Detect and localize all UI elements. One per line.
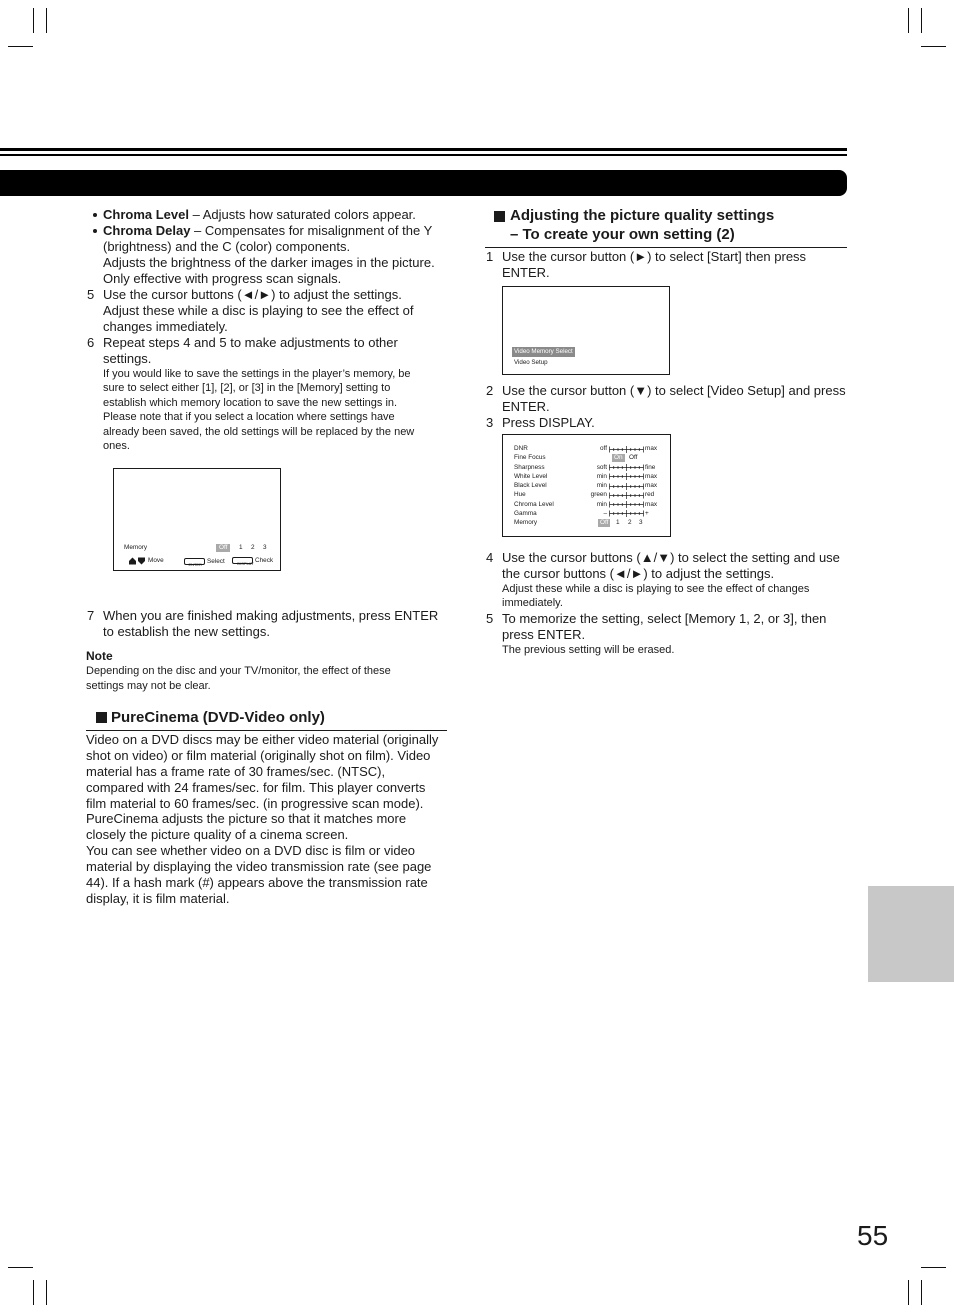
- crop-mark: [921, 8, 922, 33]
- section-title-line-1: Adjusting the picture quality settings: [510, 207, 775, 224]
- step-number: 6: [87, 335, 95, 350]
- picture-quality-heading: [485, 206, 847, 248]
- crop-mark: [46, 8, 47, 33]
- step-text: [502, 415, 847, 431]
- paragraph-line: display, it is film material.: [86, 890, 230, 906]
- crop-mark: [8, 46, 33, 47]
- step-detail: [502, 643, 847, 657]
- fine-focus-option: On: [614, 454, 623, 462]
- step-detail-line: sure to select either [1], [2], or [3] in the [Memory] setting to: [103, 382, 391, 395]
- section-title: PureCinema (DVD-Video only): [111, 709, 325, 726]
- gamma-label: Gamma: [514, 509, 537, 517]
- step-text: [103, 335, 448, 367]
- sharpness-min-label: soft: [596, 463, 607, 471]
- section-title-line-2: – To create your own setting (2): [510, 226, 735, 243]
- note-title: Note: [86, 649, 113, 663]
- step-7: [86, 608, 448, 640]
- crop-mark: [908, 1280, 909, 1305]
- crop-mark: [33, 1280, 34, 1305]
- bullet-description: – Adjusts how saturated colors appear.: [188, 207, 416, 222]
- paragraph-line: film material to 60 frames/sec. (in progressive scan mode).: [86, 795, 424, 811]
- page-number: 55: [857, 1220, 889, 1251]
- step-text-line: Repeat steps 4 and 5 to make adjustments to other: [103, 335, 398, 350]
- side-thumb-tab: [868, 886, 954, 982]
- chroma-level-slider: [609, 501, 644, 508]
- step-text: [502, 550, 847, 582]
- step-number: 5: [486, 610, 494, 626]
- step-text: [103, 608, 448, 640]
- black-level-min-label: min: [596, 482, 607, 489]
- gamma-slider: [609, 510, 644, 517]
- black-level-max-label: max: [645, 482, 658, 489]
- step-detail-line: If you would like to save the settings in the player’s memory, be: [103, 368, 411, 380]
- menu-item-video-setup: Video Setup: [514, 359, 548, 366]
- step-2: [485, 383, 847, 415]
- bullet-item-chroma-delay: [86, 223, 448, 287]
- step-text-line: Use the cursor buttons (▲/▼) to select the setting and use: [502, 550, 840, 565]
- step-detail: [103, 367, 448, 453]
- paragraph-text: [86, 732, 448, 907]
- paragraph-line: shot on video) or film material (originally shot on film). Video: [86, 747, 431, 763]
- step-5-memorize: [485, 611, 847, 657]
- chroma-level-max-label: max: [645, 500, 658, 508]
- left-column-upper: [86, 207, 448, 453]
- fine-focus-label: Fine Focus: [514, 454, 546, 462]
- step-detail-line: ones.: [103, 439, 130, 452]
- step-text-line: Adjust these while a disc is playing to see the effect of: [103, 303, 414, 318]
- step-text-line: Press DISPLAY.: [502, 415, 595, 430]
- crop-mark: [8, 1267, 33, 1268]
- step-number: 5: [87, 287, 95, 302]
- memory-settings-screen: [113, 468, 281, 571]
- step-text-line: settings.: [103, 351, 152, 366]
- paragraph-line: material has a frame rate of 30 frames/sec. (NTSC),: [86, 763, 386, 779]
- white-level-max-label: max: [645, 472, 658, 480]
- step-text-line: ENTER.: [502, 399, 550, 414]
- bullet-continuation-line: Adjusts the brightness of the darker images in the picture.: [103, 255, 435, 270]
- section-header-bar: [0, 170, 847, 196]
- note-block: [86, 649, 448, 694]
- step-detail-line: Adjust these while a disc is playing to see the effect of changes: [502, 583, 810, 595]
- step-detail: [502, 582, 847, 611]
- dnr-slider: [609, 446, 644, 453]
- video-setup-screen: [502, 434, 671, 537]
- crop-mark: [908, 8, 909, 33]
- paragraph-line: compared with 24 frames/sec. for film. This player converts: [86, 779, 426, 795]
- bullet-line: [103, 223, 448, 239]
- dnr-label: DNR: [514, 445, 528, 452]
- step-text-line: changes immediately.: [103, 319, 228, 334]
- white-level-slider: [609, 473, 644, 480]
- memory-label: Memory: [124, 544, 148, 551]
- bullet-description: – Compensates for misalignment of the Y: [190, 223, 433, 238]
- memory-option: Off: [600, 519, 609, 526]
- up-down-cursor-icon: [128, 557, 146, 565]
- step-number: 4: [486, 550, 494, 565]
- paragraph-line: You can see whether video on a DVD disc is film or video: [86, 843, 416, 859]
- enter-key-label: ENTER: [188, 563, 202, 568]
- video-setup-rows: [503, 435, 670, 536]
- right-column-steps-2-3: [485, 383, 847, 431]
- note-text: [86, 664, 448, 694]
- step-1: [485, 249, 847, 281]
- step-detail-line: already been saved, the old settings will be replaced by the new: [103, 425, 415, 438]
- memory-label: Memory: [514, 519, 538, 526]
- step-6: [86, 335, 448, 453]
- note-line: Depending on the disc and your TV/monitor, the effect of these: [86, 665, 391, 677]
- select-hint-label: Select: [207, 558, 225, 565]
- hue-min-label: green: [590, 491, 607, 499]
- step-text-line: to establish the new settings.: [103, 624, 270, 639]
- sharpness-max-label: fine: [645, 463, 656, 471]
- bullet-continuation: [103, 239, 448, 287]
- crop-mark: [46, 1280, 47, 1305]
- dnr-max-label: max: [645, 445, 658, 452]
- sharpness-label: Sharpness: [514, 463, 545, 471]
- menu-item-video-memory-select: Video Memory Select: [514, 348, 573, 355]
- bullet-item-chroma-level: [86, 207, 448, 223]
- memory-option: 3: [263, 544, 267, 551]
- chroma-level-label: Chroma Level: [514, 500, 554, 508]
- crop-mark: [33, 8, 34, 33]
- memory-option: 2: [628, 519, 632, 526]
- hue-label: Hue: [514, 491, 526, 499]
- step-detail-line: Please note that if you select a location where settings have: [103, 411, 395, 424]
- white-level-label: White Level: [514, 472, 548, 480]
- hue-slider: [609, 492, 644, 499]
- crop-mark: [921, 46, 946, 47]
- bullet-term: Chroma Delay: [103, 223, 191, 238]
- bullet-term: Chroma Level: [103, 207, 189, 222]
- bullet-line: [103, 207, 448, 223]
- chroma-level-min-label: min: [596, 500, 607, 508]
- step-text: [502, 383, 847, 415]
- step-text-line: To memorize the setting, select [Memory 1, 2, or 3], then: [502, 610, 827, 626]
- square-bullet-icon: [96, 712, 107, 723]
- dnr-min-label: off: [600, 445, 607, 452]
- step-number: 1: [486, 249, 494, 264]
- gamma-max-label: +: [645, 509, 649, 517]
- memory-option: 2: [251, 544, 255, 551]
- step-text: [502, 611, 847, 643]
- crop-mark: [921, 1280, 922, 1305]
- step-text-line: ENTER.: [502, 265, 550, 280]
- paragraph-line: Video on a DVD discs may be either video material (originally: [86, 732, 439, 747]
- purecinema-heading: [86, 709, 447, 731]
- step-number: 7: [87, 608, 95, 623]
- fine-focus-option: Off: [629, 454, 638, 462]
- black-level-label: Black Level: [514, 482, 547, 489]
- crop-mark: [921, 1267, 946, 1268]
- left-column-step-7: [86, 608, 448, 640]
- step-text-line: When you are finished making adjustments, press ENTER: [103, 608, 439, 623]
- step-number: 3: [486, 415, 494, 430]
- step-4: [485, 550, 847, 611]
- bullet-icon: [93, 213, 97, 217]
- purecinema-paragraph: [86, 732, 448, 907]
- paragraph-line: 44). If a hash mark (#) appears above the transmission rate: [86, 875, 428, 891]
- memory-option: 1: [239, 544, 243, 551]
- video-memory-start-screen: [502, 286, 670, 375]
- memory-option: Off: [216, 544, 230, 552]
- paragraph-line: closely the picture quality of a cinema screen.: [86, 827, 349, 843]
- paragraph-line: PureCinema adjusts the picture so that it matches more: [86, 811, 407, 827]
- right-column-steps-4-5: [485, 550, 847, 657]
- step-detail-line: establish which memory location to save the new settings in.: [103, 396, 398, 409]
- step-text: [502, 249, 847, 281]
- right-column-step-1: [485, 249, 847, 281]
- note-line: settings may not be clear.: [86, 680, 211, 692]
- enter-key-icon: [184, 558, 205, 568]
- step-detail-line: immediately.: [502, 597, 563, 610]
- step-number: 2: [486, 383, 494, 398]
- paragraph-line: material by displaying the video transmission rate (see page: [86, 859, 432, 875]
- step-detail-line: The previous setting will be erased.: [502, 643, 675, 656]
- step-text: [103, 287, 448, 335]
- bullet-continuation-line: (brightness) and the C (color) components.: [103, 239, 351, 254]
- memory-option: 1: [616, 519, 620, 526]
- sharpness-slider: [609, 464, 644, 471]
- step-5: [86, 287, 448, 335]
- step-text-line: Use the cursor button (►) to select [Start] then press: [502, 249, 807, 264]
- step-3: [485, 415, 847, 431]
- move-hint-label: Move: [148, 557, 164, 564]
- step-text-line: Use the cursor button (▼) to select [Video Setup] and press: [502, 383, 846, 398]
- display-key-icon: [232, 557, 254, 567]
- step-text-line: press ENTER.: [502, 626, 586, 642]
- gamma-min-label: –: [603, 509, 607, 517]
- memory-option: 3: [639, 519, 643, 526]
- header-rule-thin: [0, 154, 847, 156]
- bullet-icon: [93, 229, 97, 233]
- square-bullet-icon: [494, 211, 505, 222]
- header-rule-thick: [0, 148, 847, 151]
- step-text-line: Use the cursor buttons (◄/►) to adjust the settings.: [103, 287, 402, 302]
- bullet-continuation-line: Only effective with progress scan signals.: [103, 271, 342, 286]
- white-level-min-label: min: [596, 472, 607, 480]
- hue-max-label: red: [645, 491, 655, 499]
- black-level-slider: [609, 483, 644, 490]
- step-text-line: the cursor buttons (◄/►) to adjust the settings.: [502, 566, 775, 581]
- check-hint-label: Check: [255, 557, 274, 564]
- display-key-label: DISPLAY: [237, 562, 254, 567]
